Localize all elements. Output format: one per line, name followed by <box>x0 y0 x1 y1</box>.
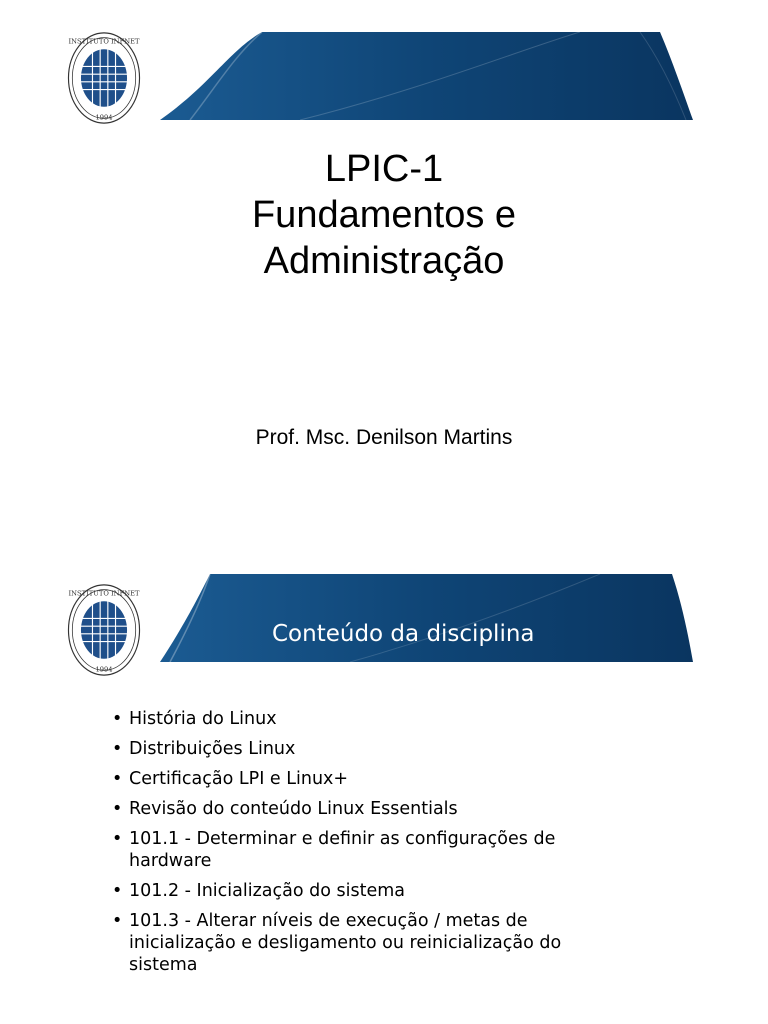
bullet-marker: • <box>112 709 123 729</box>
list-item <box>112 910 632 976</box>
svg-text:1994: 1994 <box>95 665 113 674</box>
list-item-text: Revisão do conteúdo Linux Essentials <box>129 799 458 819</box>
list-item <box>112 828 632 872</box>
institute-seal <box>65 582 143 678</box>
list-item <box>112 880 632 902</box>
svg-text:INSTITUTO INFNET: INSTITUTO INFNET <box>68 589 140 598</box>
list-item-text: 101.2 - Inicialização do sistema <box>129 881 405 901</box>
bullet-marker: • <box>112 881 123 901</box>
list-item-text: História do Linux <box>129 709 277 729</box>
list-item-text: Certificação LPI e Linux+ <box>129 769 349 789</box>
bullet-marker: • <box>112 739 123 759</box>
slide-title-block <box>0 146 768 284</box>
title-line-2: Fundamentos e <box>251 194 517 236</box>
institute-seal <box>65 30 143 126</box>
list-item <box>112 708 632 730</box>
list-item-text: 101.3 - Alterar níveis de execução / metas de inicialização e desligamento ou reinicialização do sistema <box>129 911 562 975</box>
slide-content <box>0 512 768 1024</box>
title-line-1: LPIC-1 <box>324 148 444 190</box>
svg-text:1994: 1994 <box>95 113 113 122</box>
section-title: Conteúdo da disciplina <box>272 621 535 647</box>
list-item <box>112 768 632 790</box>
svg-text:INSTITUTO INFNET: INSTITUTO INFNET <box>68 37 140 46</box>
author-name: Prof. Msc. Denilson Martins <box>255 426 513 449</box>
bullet-marker: • <box>112 829 123 849</box>
list-item <box>112 738 632 760</box>
list-item-text: Distribuições Linux <box>129 739 296 759</box>
bullet-marker: • <box>112 911 123 931</box>
list-item <box>112 798 632 820</box>
title-line-3: Administração <box>263 240 505 282</box>
list-item-text: 101.1 - Determinar e definir as configurações de hardware <box>129 829 556 871</box>
bullet-marker: • <box>112 769 123 789</box>
bullet-marker: • <box>112 799 123 819</box>
content-list <box>112 708 632 984</box>
